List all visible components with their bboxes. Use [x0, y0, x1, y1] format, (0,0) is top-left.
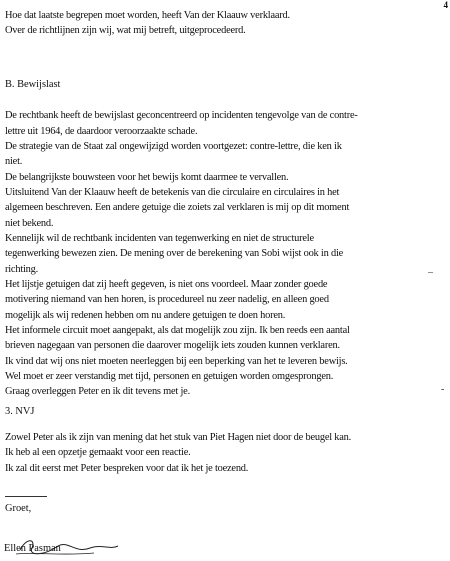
text-line: brieven nagegaan van personen die daarover mogelijk iets zouden kunnen verklaren.	[5, 340, 340, 351]
text-line: motivering niemand van hen horen, is procedureel nu zeer nadelig, en alleen goed	[5, 294, 329, 305]
text-line: lettre uit 1964, de daardoor veroorzaakte schade.	[5, 126, 198, 137]
margin-mark: -	[441, 384, 445, 395]
section-3-heading: 3. NVJ	[5, 406, 35, 417]
text-line: mogelijk als wij redenen hebben om nu andere getuigen te doen horen.	[5, 310, 286, 321]
text-line: richting.	[5, 264, 39, 275]
text-line: Kennelijk wil de rechtbank incidenten van tegenwerking en niet de structurele	[5, 233, 314, 244]
intro-line-2: Over de richtlijnen zijn wij, wat mij betreft, uitgeprocedeerd.	[5, 25, 246, 36]
text-line: Zowel Peter als ik zijn van mening dat het stuk van Piet Hagen niet door de beugel kan.	[5, 432, 352, 443]
text-line: niet.	[5, 156, 23, 167]
text-line: tegenwerking bewezen zien. De mening over de berekening van Sobi wijst ook in die	[5, 248, 344, 259]
divider-rule	[5, 496, 47, 497]
intro-line-1: Hoe dat laatste begrepen moet worden, heeft Van der Klaauw verklaard.	[5, 10, 290, 21]
text-line: De rechtbank heeft de bewijslast geconcentreerd op incidenten tengevolge van de contre-	[5, 110, 358, 121]
closing-greeting: Groet,	[5, 503, 32, 514]
text-line: Het lijstje getuigen dat zij heeft gegeven, is niet ons voordeel. Maar zonder goede	[5, 279, 328, 290]
page-number: 4	[443, 0, 448, 10]
text-line: De strategie van de Staat zal ongewijzigd worden voortgezet: contre-lettre, die ken ik	[5, 141, 342, 152]
text-line: Ik vind dat wij ons niet moeten neerleggen bij een beperking van het te leveren bewijs.	[5, 356, 348, 367]
section-b-heading: B. Bewijslast	[5, 79, 61, 90]
text-line: Ik heb al een opzetje gemaakt voor een reactie.	[5, 447, 191, 458]
text-line: Uitsluitend Van der Klaauw heeft de betekenis van die circulaire en circulaires in het	[5, 187, 340, 198]
text-line: niet bekend.	[5, 218, 54, 229]
margin-mark: _	[428, 263, 433, 274]
text-line: De belangrijkste bouwsteen voor het bewijs komt daarmee te vervallen.	[5, 172, 289, 183]
text-line: Wel moet er zeer verstandig met tijd, personen en getuigen worden omgesprongen.	[5, 371, 334, 382]
text-line: Graag overleggen Peter en ik dit tevens met je.	[5, 386, 190, 397]
signature-name: Ellen Pasman	[4, 543, 61, 554]
text-line: algemeen beschreven. Een andere getuige die zoiets zal verklaren is mij op dit moment	[5, 202, 350, 213]
text-line: Ik zal dit eerst met Peter bespreken voor dat ik het je toezend.	[5, 463, 249, 474]
text-line: Het informele circuit moet aangepakt, als dat mogelijk zou zijn. Ik ben reeds een aantal	[5, 325, 350, 336]
